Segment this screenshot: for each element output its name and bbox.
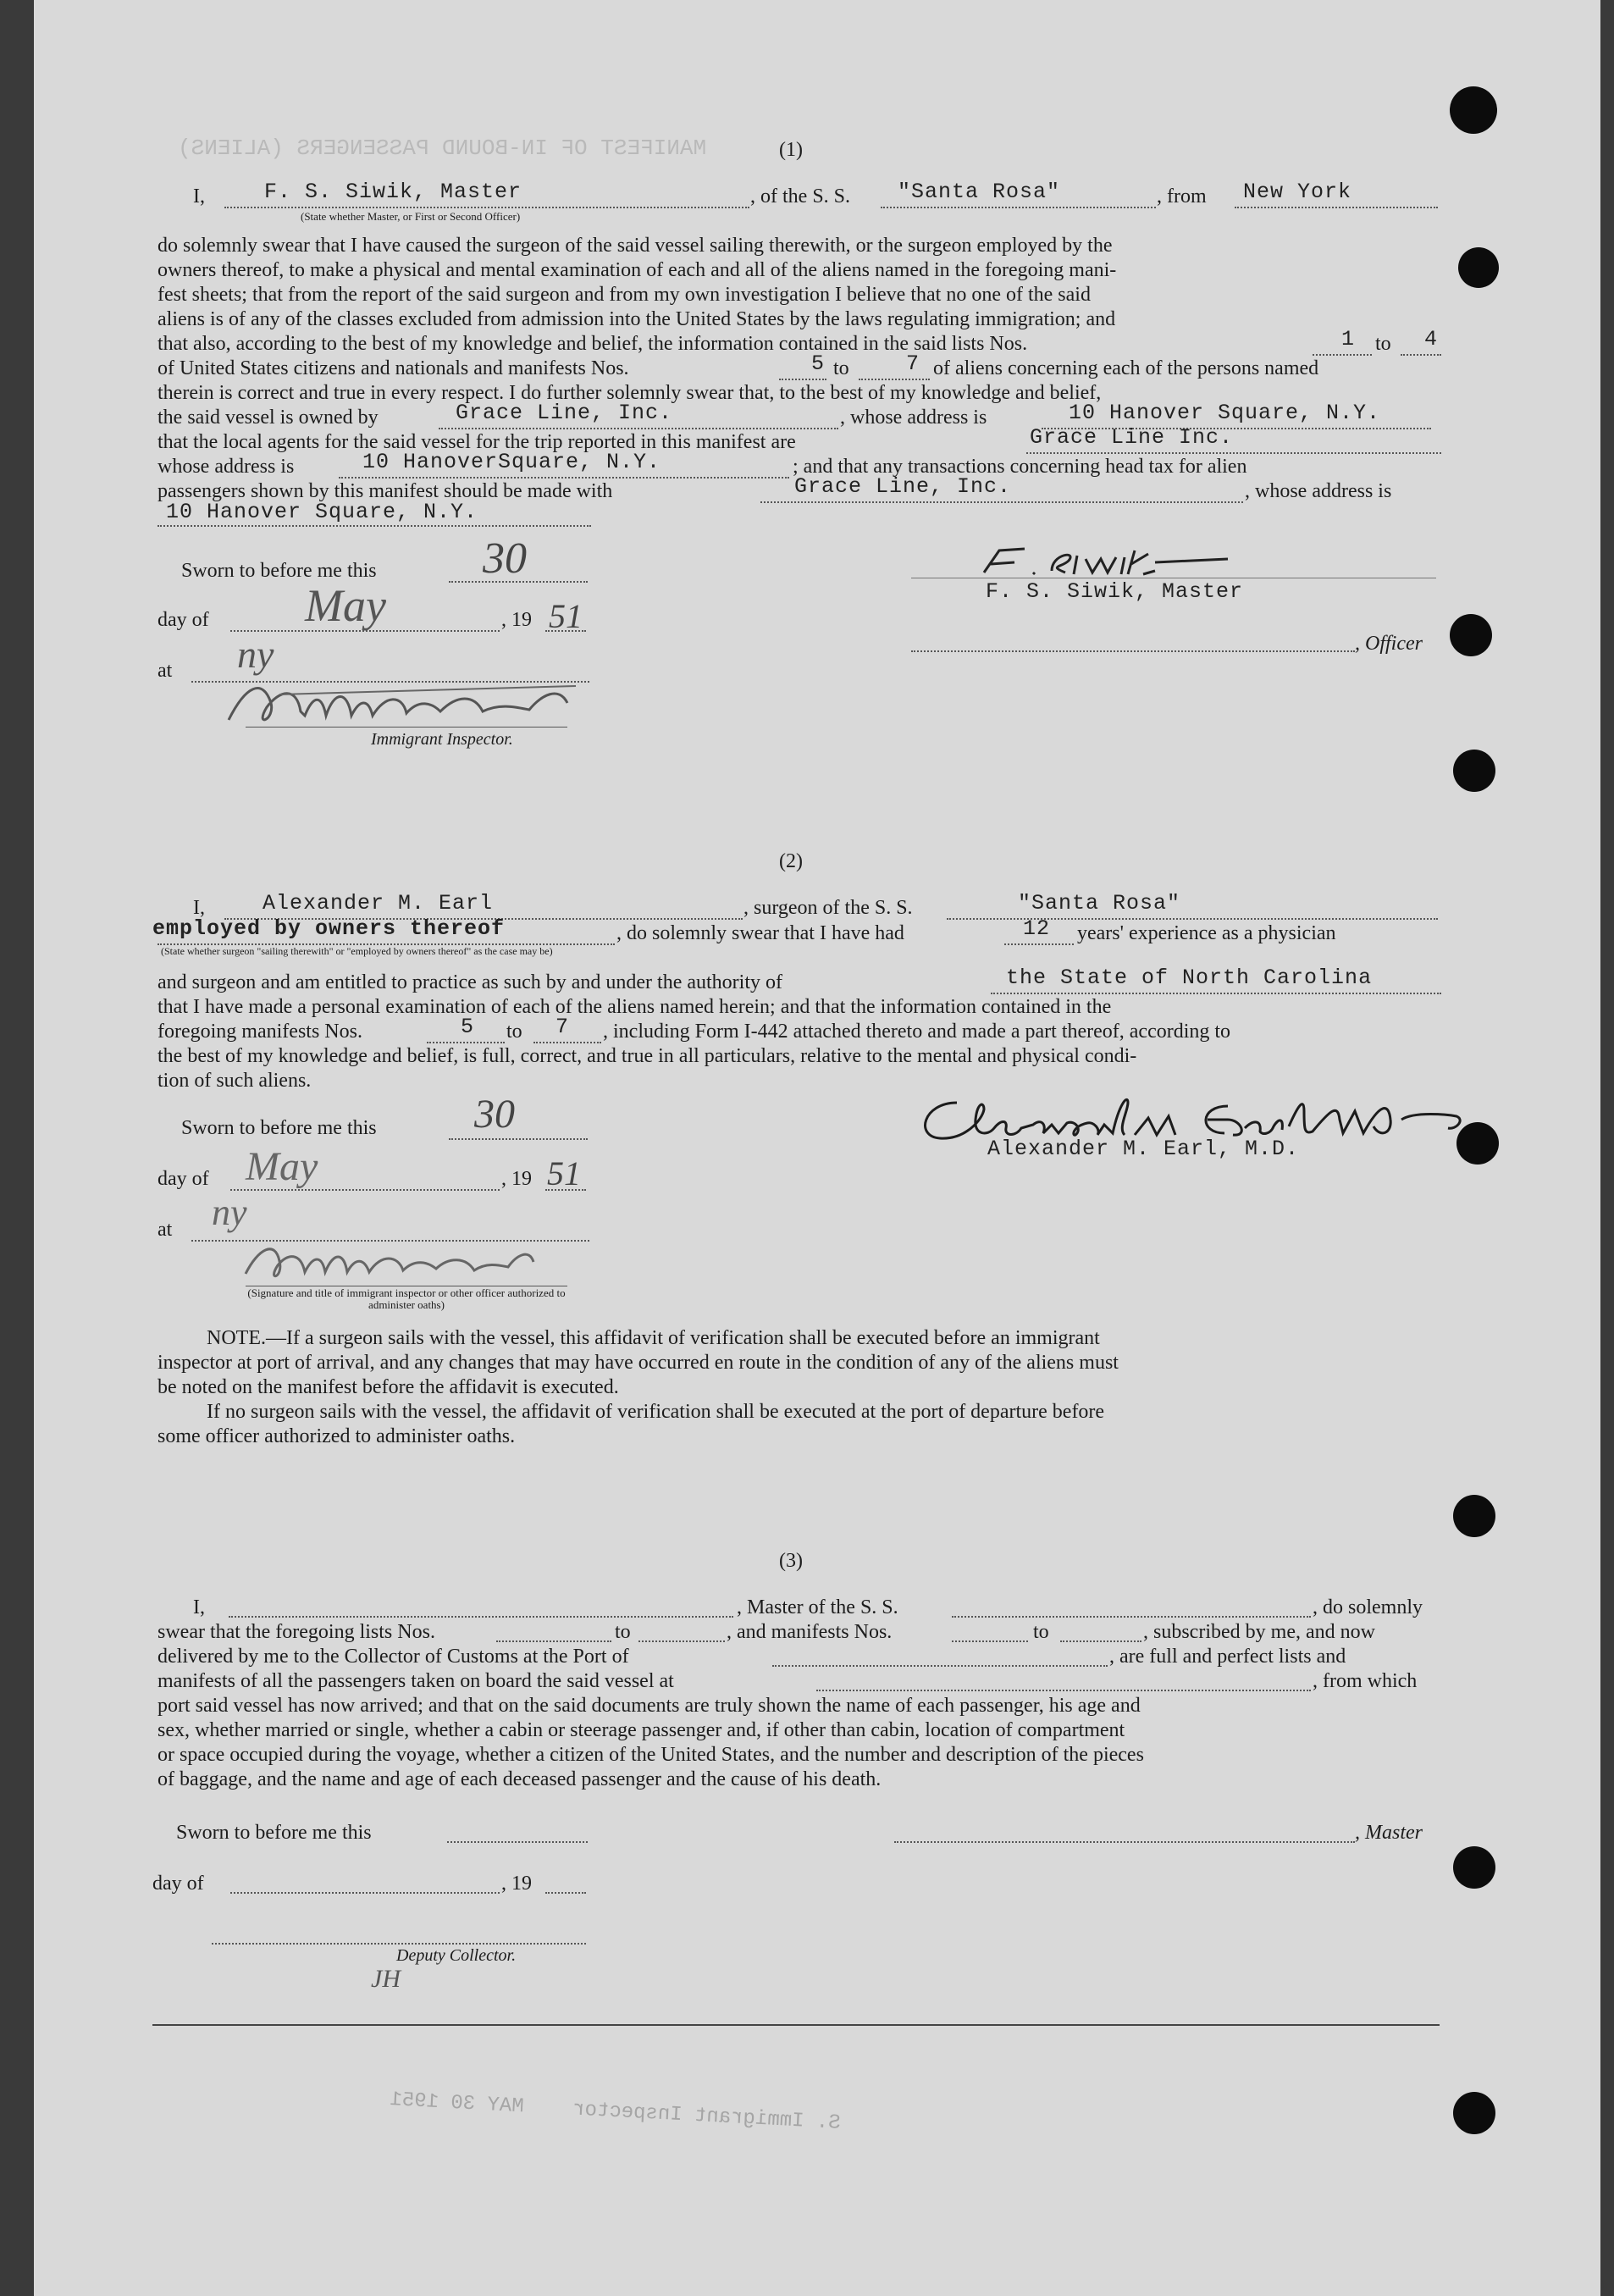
s3-l3-b: , are full and perfect lists and xyxy=(1109,1646,1346,1668)
bleed-through-header: MANIFEST OF IN-BOUND PASSENGERS (ALIENS) xyxy=(178,136,707,161)
s2-line4: foregoing manifests Nos. xyxy=(158,1021,362,1043)
s1-lists-to-blank xyxy=(1401,354,1441,356)
s3-line: or space occupied during the voyage, whether a citizen of the United States, and the number and description of the pieces xyxy=(158,1744,1144,1766)
s3-month-blank xyxy=(230,1892,500,1894)
section-number-3: (3) xyxy=(779,1550,803,1572)
s2-line3: that I have made a personal examination of each of the aliens named herein; and that the information contained in the xyxy=(158,996,1112,1018)
s1-manifests-to: 7 xyxy=(906,351,920,376)
s1-master-hint: (State whether Master, or First or Second Officer) xyxy=(301,210,521,223)
s2-note-line: If no surgeon sails with the vessel, the affidavit of verification shall be executed at the port of departure before xyxy=(207,1401,1105,1423)
s2-manifests-from-blank xyxy=(427,1042,505,1043)
s2-sworn-day: 30 xyxy=(474,1092,515,1137)
s1-line5-to: to xyxy=(1375,333,1391,355)
s3-master-sign-blank xyxy=(894,1841,1355,1843)
s3-lists-to-blank xyxy=(638,1640,725,1642)
s2-year-suffix: 51 xyxy=(547,1154,581,1192)
s1-from-port: New York xyxy=(1243,180,1352,204)
s3-manifests-from-blank xyxy=(952,1640,1028,1642)
s1-i-label: I, xyxy=(193,185,205,207)
s3-year-prefix: , 19 xyxy=(501,1873,532,1895)
s3-lists-from-blank xyxy=(496,1640,611,1642)
s2-sworn-label: Sworn to before me this xyxy=(181,1117,377,1139)
section-number-1: (1) xyxy=(779,139,803,161)
s1-tax-address: 10 Hanover Square, N.Y. xyxy=(166,500,478,524)
s3-collector-line xyxy=(212,1943,586,1945)
s1-line11-b: , whose address is xyxy=(1245,480,1392,502)
s1-agents-blank xyxy=(1026,452,1441,454)
s2-note-line: NOTE.—If a surgeon sails with the vessel, this affidavit of verification shall be executed before an immigrant xyxy=(207,1327,1100,1349)
s1-tax-party: Grace Line, Inc. xyxy=(794,474,1012,499)
binder-hole xyxy=(1453,1846,1495,1889)
binder-hole xyxy=(1450,614,1492,656)
s1-line6-to: to xyxy=(833,357,849,379)
s1-inspector-label: Immigrant Inspector. xyxy=(371,730,513,749)
s1-line5: that also, according to the best of my knowledge and belief, the information contained in the said lists Nos. xyxy=(158,333,1028,355)
bottom-rule xyxy=(152,2024,1440,2026)
s1-master-blank xyxy=(224,207,749,208)
s1-owner: Grace Line, Inc. xyxy=(456,401,673,425)
s3-collector-label: Deputy Collector. xyxy=(396,1946,517,1965)
s2-years-label: years' experience as a physician xyxy=(1077,922,1336,944)
s1-manifests-from-blank xyxy=(779,379,826,380)
s3-vessel-blank xyxy=(952,1616,1311,1618)
s2-month: May xyxy=(246,1144,318,1189)
s3-year-blank xyxy=(545,1892,586,1894)
s1-of-ss-label: , of the S. S. xyxy=(750,185,851,207)
s1-at-value: ny xyxy=(237,633,274,676)
binder-hole xyxy=(1453,2092,1495,2134)
s3-i-label: I, xyxy=(193,1596,205,1618)
s3-l2-b: , and manifests Nos. xyxy=(727,1621,893,1643)
s1-line: aliens is of any of the classes excluded from admission into the United States by the laws regulating immigration; and xyxy=(158,308,1116,330)
s3-master-label: , Master of the S. S. xyxy=(737,1596,898,1618)
s3-l2-to: to xyxy=(615,1621,631,1643)
s2-line4-to: to xyxy=(506,1021,522,1043)
s1-from-blank xyxy=(1235,207,1438,208)
s2-note-line: inspector at port of arrival, and any changes that may have occurred en route in the condition of any of the aliens must xyxy=(158,1352,1119,1374)
s1-tax-address-blank xyxy=(158,525,591,527)
s3-sworn-label: Sworn to before me this xyxy=(176,1822,372,1844)
binder-hole xyxy=(1450,86,1497,134)
manifest-page xyxy=(34,0,1600,2296)
s2-signer-typed: Alexander M. Earl, M.D. xyxy=(987,1137,1300,1161)
s1-master-name: F. S. Siwik, Master xyxy=(264,180,522,204)
s1-officer-blank xyxy=(911,650,1355,652)
s2-sworn-blank xyxy=(449,1138,588,1140)
s2-note-line: be noted on the manifest before the affidavit is executed. xyxy=(158,1376,619,1398)
s1-line: owners thereof, to make a physical and mental examination of each and all of the aliens named in the foregoing mani- xyxy=(158,259,1117,281)
s3-l2-a: swear that the foregoing lists Nos. xyxy=(158,1621,435,1643)
s3-l3-a: delivered by me to the Collector of Customs at the Port of xyxy=(158,1646,629,1668)
s2-line4-b: , including Form I-442 attached thereto and made a part thereof, according to xyxy=(603,1021,1231,1043)
s2-swear-label: , do solemnly swear that I have had xyxy=(616,922,904,944)
s3-l2-c: , subscribed by me, and now xyxy=(1143,1621,1375,1643)
s2-employment: employed by owners thereof xyxy=(152,916,506,941)
s1-lists-from: 1 xyxy=(1341,327,1356,351)
s1-signer-typed: F. S. Siwik, Master xyxy=(986,579,1244,604)
s3-boarding-blank xyxy=(816,1690,1311,1691)
s3-line: of baggage, and the name and age of each deceased passenger and the cause of his death. xyxy=(158,1768,882,1790)
s2-surgeon-name: Alexander M. Earl xyxy=(263,891,494,916)
s3-sworn-blank xyxy=(447,1841,588,1843)
binder-hole xyxy=(1453,1495,1495,1537)
s1-sworn-day: 30 xyxy=(483,534,527,583)
s3-port-blank xyxy=(772,1665,1108,1667)
s2-note-line: some officer authorized to administer oaths. xyxy=(158,1425,516,1447)
initials: JH xyxy=(371,1965,401,1993)
s2-at-label: at xyxy=(158,1219,173,1241)
s3-master-blank xyxy=(229,1616,733,1618)
binder-hole xyxy=(1453,750,1495,792)
binder-hole xyxy=(1458,247,1499,288)
s2-year-prefix: , 19 xyxy=(501,1168,532,1190)
s2-at-value: ny xyxy=(212,1192,247,1233)
s1-line8: the said vessel is owned by xyxy=(158,407,379,429)
s1-line: do solemnly swear that I have caused the surgeon of the said vessel sailing therewith, or the surgeon employed by the xyxy=(158,235,1113,257)
s1-year-prefix: , 19 xyxy=(501,609,532,631)
bleed-through-stamp: S. Immigrant Inspector MAY 30 1951 xyxy=(389,2089,842,2135)
s1-from-label: , from xyxy=(1157,185,1207,207)
s1-lists-to: 4 xyxy=(1424,327,1439,351)
s3-l4-b: , from which xyxy=(1313,1670,1418,1692)
s1-lists-from-blank xyxy=(1313,354,1372,356)
section-number-2: (2) xyxy=(779,850,803,872)
s1-tax-party-blank xyxy=(760,501,1243,503)
s1-year-suffix: 51 xyxy=(549,597,583,635)
inspector-signature-2 xyxy=(237,1231,559,1291)
s1-line6-b: of aliens concerning each of the persons named xyxy=(933,357,1319,379)
s2-line2: and surgeon and am entitled to practice as such by and under the authority of xyxy=(158,971,782,993)
s1-vessel-blank xyxy=(881,207,1156,208)
s2-manifests-to-blank xyxy=(533,1042,601,1043)
s2-i-label: I, xyxy=(193,897,205,919)
s2-employment-hint: (State whether surgeon "sailing therewith" or "employed by owners thereof" as the case may be) xyxy=(161,945,553,957)
s1-agents-address: 10 HanoverSquare, N.Y. xyxy=(362,450,661,474)
s3-l4-a: manifests of all the passengers taken on board the said vessel at xyxy=(158,1670,674,1692)
s2-manifests-from: 5 xyxy=(461,1015,475,1039)
s2-line5: the best of my knowledge and belief, is full, correct, and true in all particulars, relative to the mental and physical condi- xyxy=(158,1045,1137,1067)
s1-vessel: "Santa Rosa" xyxy=(898,180,1061,204)
s2-surgeon-of-label: , surgeon of the S. S. xyxy=(743,897,913,919)
s1-manifests-to-blank xyxy=(859,379,930,380)
s2-signature-caption: (Signature and title of immigrant inspector or other officer authorized to administer oaths) xyxy=(247,1286,566,1311)
s1-agents: Grace Line Inc. xyxy=(1030,425,1234,450)
s1-month: May xyxy=(305,580,386,631)
s1-line10: whose address is xyxy=(158,456,295,478)
s2-manifests-to: 7 xyxy=(556,1015,570,1039)
s1-line11: passengers shown by this manifest should be made with xyxy=(158,480,613,502)
s2-years-blank xyxy=(1004,943,1074,945)
s2-authority: the State of North Carolina xyxy=(1006,965,1373,990)
s3-do-solemnly: , do solemnly xyxy=(1313,1596,1423,1618)
s1-line: fest sheets; that from the report of the said surgeon and from my own investigation I believe that no one of the said xyxy=(158,284,1091,306)
s1-owner-address: 10 Hanover Square, N.Y. xyxy=(1069,401,1381,425)
s1-inspector-line xyxy=(246,727,567,728)
s2-vessel-blank xyxy=(947,918,1438,920)
s3-l2-to2: to xyxy=(1033,1621,1049,1643)
s2-years: 12 xyxy=(1023,916,1051,941)
s1-line8-b: , whose address is xyxy=(840,407,987,429)
s3-line: sex, whether married or single, whether a cabin or steerage passenger and, if other than cabin, location of compartment xyxy=(158,1719,1125,1741)
s1-line6: of United States citizens and nationals and manifests Nos. xyxy=(158,357,629,379)
s2-line6: tion of such aliens. xyxy=(158,1070,312,1092)
s2-day-of-label: day of xyxy=(158,1168,209,1190)
s1-agents-address-blank xyxy=(339,477,789,479)
s3-manifests-to-blank xyxy=(1060,1640,1141,1642)
s3-day-of-label: day of xyxy=(152,1873,204,1895)
s1-at-label: at xyxy=(158,660,173,682)
s2-authority-blank xyxy=(991,993,1441,994)
s1-day-of-label: day of xyxy=(158,609,209,631)
s3-master-suffix: , Master xyxy=(1355,1822,1423,1844)
s1-line10-b: ; and that any transactions concerning head tax for alien xyxy=(793,456,1247,478)
s1-sworn-label: Sworn to before me this xyxy=(181,560,377,582)
s1-line7: therein is correct and true in every respect. I do further solemnly swear that, to the best of my knowledge and belief, xyxy=(158,382,1102,404)
s1-manifests-from: 5 xyxy=(811,351,826,376)
s1-owner-blank xyxy=(439,428,838,429)
s1-line9: that the local agents for the said vessel for the trip reported in this manifest are xyxy=(158,431,796,453)
s2-vessel: "Santa Rosa" xyxy=(1018,891,1181,916)
s3-line: port said vessel has now arrived; and that on the said documents are truly shown the name of each passenger, his age and xyxy=(158,1695,1141,1717)
s1-officer-label: , Officer xyxy=(1355,633,1423,655)
